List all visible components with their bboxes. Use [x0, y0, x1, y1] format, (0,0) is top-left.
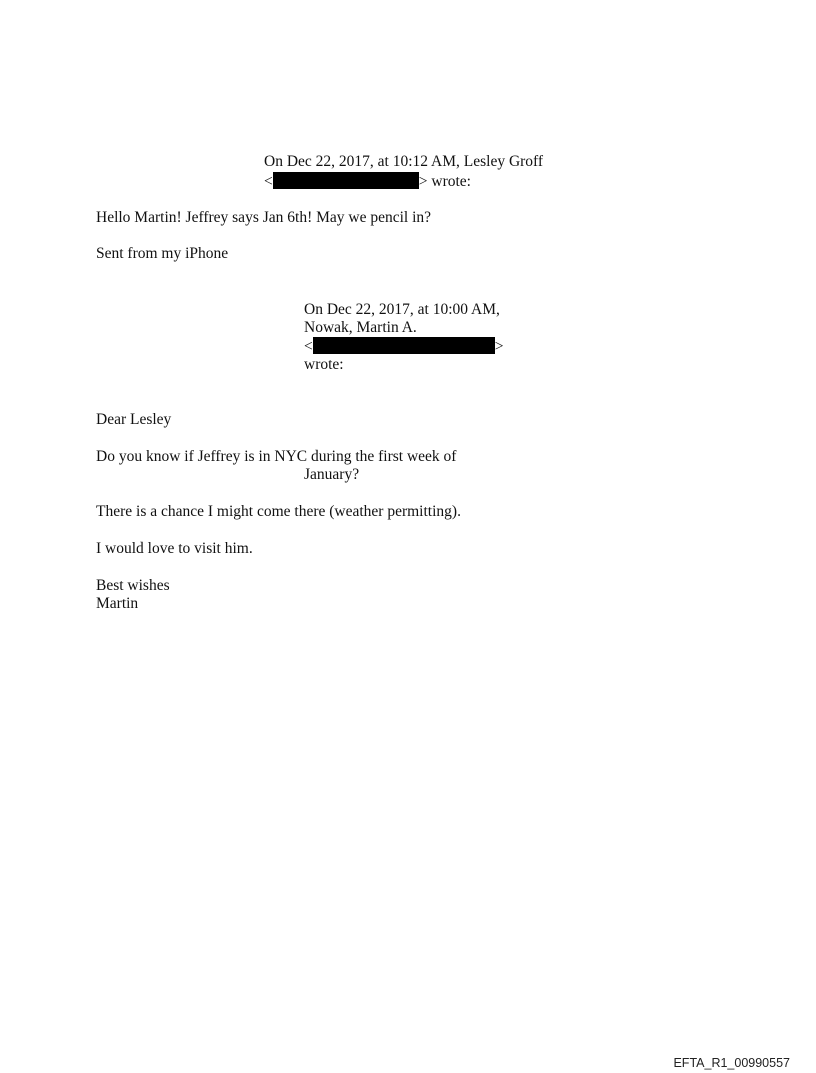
reply-header-2-wrote: wrote: [304, 356, 344, 373]
reply-header-2-line2: Nowak, Martin A. [304, 319, 417, 336]
message-2-greeting: Dear Lesley [96, 411, 172, 428]
bates-number: EFTA_R1_00990557 [673, 1056, 790, 1070]
message-2-question-line2: January? [304, 466, 360, 483]
message-1-signature: Sent from my iPhone [96, 245, 229, 262]
message-1-body: Hello Martin! Jeffrey says Jan 6th! May we pencil in? [96, 209, 432, 226]
message-2-question-line1: Do you know if Jeffrey is in NYC during the first week of [96, 448, 457, 465]
open-bracket: < [304, 338, 313, 355]
reply-header-2-line1: On Dec 22, 2017, at 10:00 AM, [304, 301, 500, 318]
message-2-name: Martin [96, 595, 139, 612]
redacted-email [313, 337, 495, 354]
reply-header-1-line1: On Dec 22, 2017, at 10:12 AM, Lesley Groff [264, 153, 544, 170]
close-bracket: > [494, 338, 504, 355]
reply-header-1-address-line [264, 172, 471, 190]
message-2-visit: I would love to visit him. [96, 540, 253, 557]
close-bracket: > [418, 173, 428, 190]
wrote-label: wrote: [431, 173, 471, 190]
message-2-closing: Best wishes [96, 577, 170, 594]
message-2-chance: There is a chance I might come there (weather permitting). [96, 503, 461, 520]
open-bracket: < [264, 173, 273, 190]
redacted-email [273, 172, 419, 189]
reply-header-2-address-line [304, 337, 504, 355]
